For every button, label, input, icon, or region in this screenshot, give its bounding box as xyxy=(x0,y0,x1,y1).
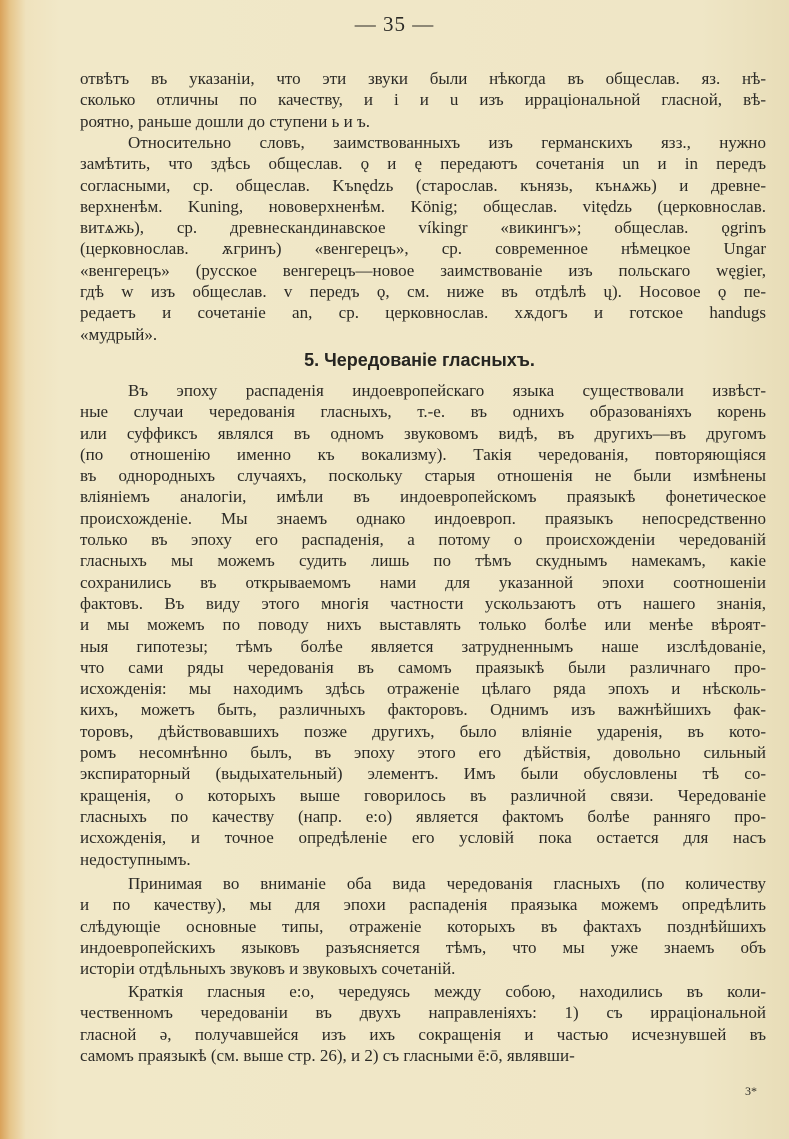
text-line: индоевропейскихъ языковъ разъясняется тѣмъ, что мы уже знаемъ объ xyxy=(80,937,766,957)
text-line: недоступнымъ. xyxy=(80,849,191,869)
paragraph xyxy=(80,873,766,979)
text-line: (церковнослав. ѫгринъ) «венгерецъ», ср. современное нѣмецкое Ungar xyxy=(80,239,766,259)
text-line: согласными, ср. общеслав. Kъnędzь (старослав. кънязь, кънѧжь) и древне- xyxy=(80,175,766,195)
text-line: исторiи отдѣльныхъ звуковъ и звуковыхъ сочетаній. xyxy=(80,959,456,979)
text-line: сколько отличны по качеству, и i и u изъ ирраціональной гласной, вѣ- xyxy=(80,90,766,110)
text-line: исхожденія, и точное опредѣленiе его условій пока остается для насъ xyxy=(80,828,766,848)
text-line: ромъ несомнѣнно былъ, въ эпоху этого его дѣйствія, довольно сильный xyxy=(80,743,766,763)
text-line: исхожденія: мы находимъ здѣсь отраженiе цѣлаго ряда эпохъ и нѣсколь- xyxy=(80,679,766,699)
paragraph xyxy=(80,68,766,132)
text-line: только въ эпоху его распаденія, а потому о происхожденiи чередованій xyxy=(80,530,766,550)
signature-mark: 3* xyxy=(745,1084,757,1098)
text-line: ные случаи чередованія гласныхъ, т.-е. въ однихъ образованiяхъ корень xyxy=(80,402,766,422)
text-line: гдѣ w изъ общеслав. v передъ ǫ, см. ниже въ отдѣлѣ ų). Носовое ǫ пе- xyxy=(80,282,766,302)
text-line: или суффиксъ являлся въ одномъ звуковомъ видѣ, въ другихъ—въ другомъ xyxy=(80,423,766,443)
text-line: и мы можемъ по поводу нихъ выставлять только болѣе или менѣе вѣроят- xyxy=(80,615,766,635)
text-line: кихъ, можетъ быть, различныхъ факторовъ. Однимъ изъ важнѣйшихъ фак- xyxy=(80,700,766,720)
text-line: фактовъ. Въ виду этого многія частности ускользаютъ отъ нашего знанія, xyxy=(80,593,766,613)
text-line: происхожденiе. Мы знаемъ однако индоевроп. праязыкъ непосредственно xyxy=(80,508,766,528)
text-line: гласной ə, получавшейся изъ ихъ сокращенія и частью исчезнувшей въ xyxy=(80,1024,766,1044)
text-line: сохранились въ открываемомъ нами для указанной эпохи соотношенiи xyxy=(80,572,766,592)
text-line: торовъ, дѣйствовавшихъ позже другихъ, было вліянiе ударенія, въ кото- xyxy=(80,721,766,741)
section-heading: 5. Чередованiе гласныхъ. xyxy=(304,350,535,370)
text-line: слѣдующiе основные типы, отраженiе которыхъ въ фактахъ позднѣйшихъ xyxy=(80,916,766,936)
text-line: редаетъ и сочетанiе an, ср. церковнослав. хѫдогъ и готское handugs xyxy=(80,303,766,323)
paragraph xyxy=(80,132,766,345)
text-line: экспираторный (выдыхательный) элементъ. Имъ были обусловлены тѣ со- xyxy=(80,764,766,784)
text-line: ныя гипотезы; тѣмъ болѣе является затрудненнымъ наше изслѣдованiе, xyxy=(80,636,766,656)
text-line: гласныхъ мы можемъ судить лишь по тѣмъ скуднымъ намекамъ, какiе xyxy=(80,551,766,571)
text-line: и по качеству), мы для эпохи распаденія праязыка можемъ опредѣлить xyxy=(80,895,766,915)
text-line: Въ эпоху распаденія индоевропейскаго языка существовали извѣст- xyxy=(128,381,766,400)
text-line: что сами ряды чередованія въ самомъ праязыкѣ были различнаго про- xyxy=(80,657,766,677)
text-line: кращенія, о которыхъ выше говорилось въ различной связи. Чередованiе xyxy=(80,785,766,805)
text-line: гласныхъ по качеству (напр. e:o) является фактомъ болѣе ранняго про- xyxy=(80,806,766,826)
text-line: витѧжь), ср. древнескандинавское víkingr «викингъ»; общеслав. ǫgrinъ xyxy=(80,218,766,238)
text-line: Краткія гласныя e:o, чередуясь между собою, находились въ коли- xyxy=(128,982,766,1001)
text-line: замѣтить, что здѣсь общеслав. ǫ и ę передаютъ сочетанія un и in передъ xyxy=(80,154,766,174)
text-line: отвѣтъ въ указанiи, что эти звуки были нѣкогда въ общеслав. яз. нѣ- xyxy=(80,69,766,88)
text-line: Принимая во вниманiе оба вида чередованія гласныхъ (по количеству xyxy=(128,874,766,893)
text-line: самомъ праязыкѣ (см. выше стр. 26), и 2) съ гласными ē:ō, являвши- xyxy=(80,1045,575,1065)
page-number: — 35 — xyxy=(354,12,435,36)
text-line: въ однородныхъ случаяхъ, поскольку старыя отношенія не были измѣнены xyxy=(80,466,766,486)
text-line: роятно, раньше дошли до ступени ь и ъ. xyxy=(80,111,371,131)
text-line: влiянiемъ аналогiи, имѣли въ индоевропейскомъ праязыкѣ фонетическое xyxy=(80,487,766,507)
paragraph xyxy=(80,380,766,870)
text-line: (по отношенію именно къ вокализму). Такія чередованія, повторяющiяся xyxy=(80,444,766,464)
text-line: Относительно словъ, заимствованныхъ изъ германскихъ язз., нужно xyxy=(128,133,766,152)
text-line: «венгерецъ» (русское венгерецъ—новое заимствованiе изъ польскаго węgier, xyxy=(80,260,766,280)
text-line: верхненѣм. Kuning, нововерхненѣм. König; общеслав. vitędzь (церковнослав. xyxy=(80,196,766,216)
text-line: «мудрый». xyxy=(80,324,158,344)
paragraph xyxy=(80,981,766,1066)
text-line: чественномъ чередованiи въ двухъ направленiяхъ: 1) съ ирраціональной xyxy=(80,1003,766,1023)
